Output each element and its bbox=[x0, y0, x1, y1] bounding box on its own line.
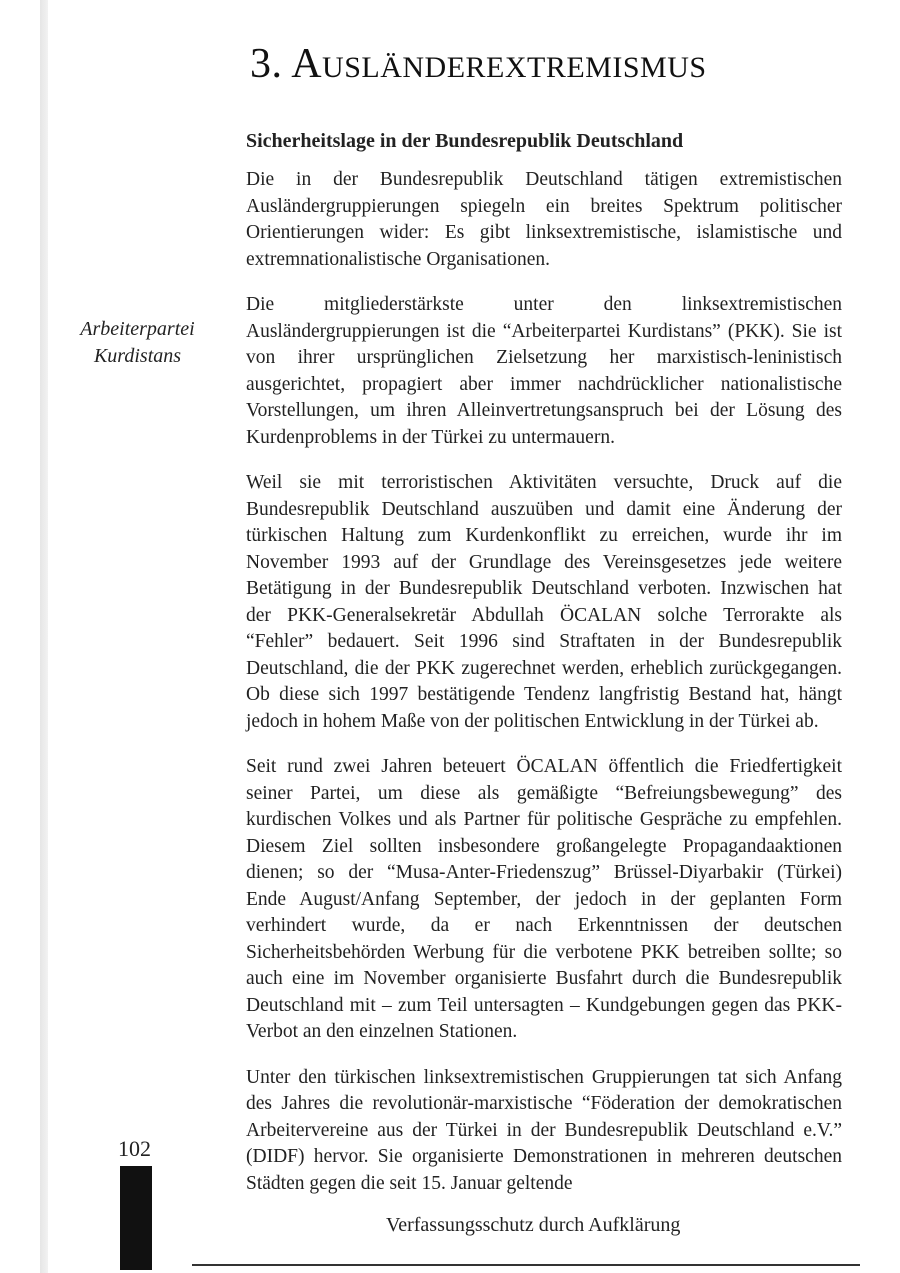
paragraph: Seit rund zwei Jahren beteuert ÖCALAN öffentlich die Friedfertigkeit seiner Partei, um diese als gemäßigte “Befreiungsbewegung” des kurdischen Volkes und als Partner für politische Gespräche zu empfehlen. Diesem Ziel sollten insbesondere großangelegte Propagandaaktionen dienen; so der “Musa-Anter-Friedenszug” Brüssel-Diyarbakir (Türkei) Ende August/Anfang September, der jedoch in der geplanten Form verhindert wurde, da er nach Erkenntnissen der deutschen Sicherheitsbehörden Werbung für die verbotene PKK betreiben sollte; so auch eine im November organisierte Busfahrt durch die Bundesrepublik Deutschland mit – zum Teil untersagten – Kundgebungen gegen das PKK-Verbot an den einzelnen Stationen. bbox=[246, 756, 842, 1042]
page-marker-bar bbox=[120, 1166, 152, 1270]
chapter-title-rest: USLÄNDEREXTREMISMUS bbox=[322, 51, 707, 84]
margin-note-line: Kurdistans bbox=[93, 345, 182, 367]
paragraph: Die mitgliederstärkste unter den linksextremistischen Ausländergruppierungen ist die “Arbeiterpartei Kurdistans” (PKK). Sie ist von ihrer ursprünglichen Zielsetzung her marxistisch-leninistisch ausgerichtet, propagiert aber immer nachdrücklicher nationalistische Vorstellungen, um ihren Alleinvertretungsanspruch bei der Lösung des Kurdenproblems in der Türkei zu untermauern. bbox=[246, 294, 842, 448]
footer-rule bbox=[192, 1264, 860, 1266]
margin-note-line: Arbeiterpartei bbox=[80, 318, 195, 340]
section-heading: Sicherheitslage in der Bundesrepublik Deutschland bbox=[246, 130, 684, 152]
paragraph: Weil sie mit terroristischen Aktivitäten versuchte, Druck auf die Bundesrepublik Deutschland auszuüben und damit eine Änderung der türkischen Haltung zum Kurdenkonflikt zu erreichen, wurde ihr im November 1993 auf der Grundlage des Vereinsgesetzes jede weitere Betätigung in der Bundesrepublik Deutschland verboten. Inzwischen hat der PKK-Generalsekretär Abdullah ÖCALAN solche Terrorakte als “Fehler” bedauert. Seit 1996 sind Straftaten in der Bundesrepublik Deutschland, die der PKK zugerechnet werden, erheblich zurückgegangen. Ob diese sich 1997 bestätigende Tendenz langfristig Bestand hat, hängt jedoch in hohem Maße von der politischen Entwicklung in der Türkei ab. bbox=[246, 472, 842, 732]
footer-text: Verfassungsschutz durch Aufklärung bbox=[386, 1214, 681, 1236]
chapter-title-initial: A bbox=[291, 41, 323, 87]
paragraph: Die in der Bundesrepublik Deutschland tätigen extremistischen Ausländergruppierungen spiegeln ein breites Spektrum politischer Orientierungen wider: Es gibt linksextremistische, islamistische und extremnationalistische Organisationen. bbox=[246, 169, 842, 270]
paragraph: Unter den türkischen linksextremistischen Gruppierungen tat sich Anfang des Jahres die revolutionär-marxistische “Föderation der demokratischen Arbeitervereine aus der Türkei in der Bundesrepublik Deutschland e.V.” (DIDF) hervor. Sie organisierte Demonstrationen in mehreren deutschen Städten gegen die seit 15. Januar geltende bbox=[246, 1066, 842, 1194]
page-edge-shadow bbox=[40, 0, 48, 1273]
chapter-number: 3. bbox=[250, 41, 283, 87]
body-text bbox=[246, 167, 842, 1216]
margin-note bbox=[60, 316, 215, 370]
chapter-title bbox=[250, 40, 707, 88]
page-number: 102 bbox=[118, 1136, 151, 1161]
